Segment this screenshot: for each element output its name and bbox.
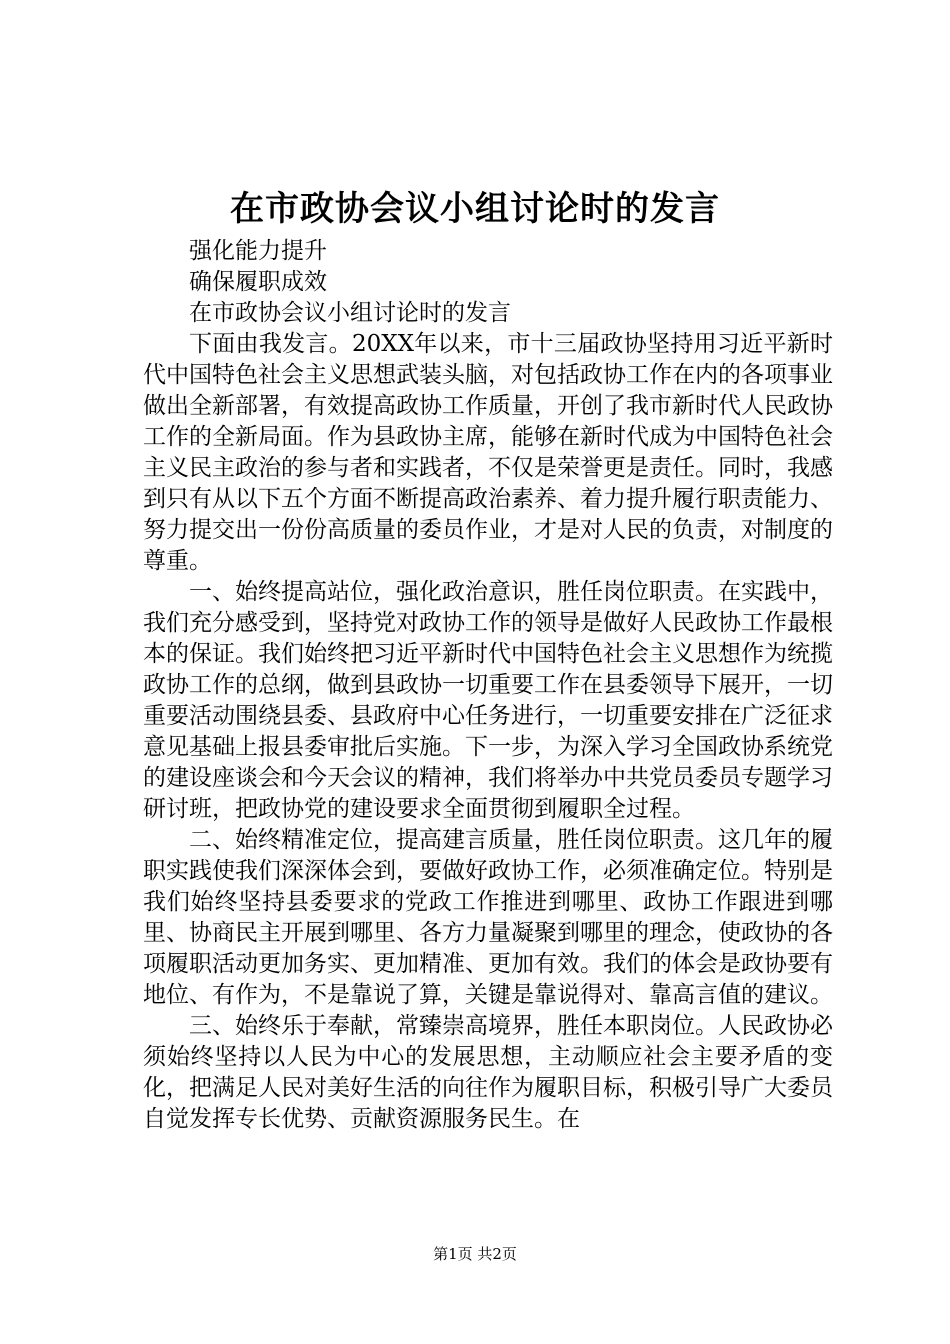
subtitle-line-3: 在市政协会议小组讨论时的发言 <box>189 300 511 326</box>
paragraph-section-1: 一、始终提高站位，强化政治意识，胜任岗位职责。在实践中，我们充分感受到，坚持党对政协工作的领导是做好人民政协工作最根本的保证。我们始终把习近平新时代中国特色社会主义思想作为统揽政协工作的总纲，做到县政协一切重要工作在县委领导下展开，一切重要活动围绕县委、县政府中心任务进行，一切重要安排在广泛征求意见基础上报县委审批后实施。下一步，为深入学习全国政协系统党的建设座谈会和今天会议的精神，我们将举办中共党员委员专题学习研讨班，把政协党的建设要求全面贯彻到履职全过程。 <box>143 579 833 822</box>
subtitle-line-2: 确保履职成效 <box>189 269 327 295</box>
document-title: 在市政协会议小组讨论时的发言 <box>230 189 720 229</box>
subtitle-line-1: 强化能力提升 <box>189 238 327 264</box>
document-body <box>143 236 833 1135</box>
paragraph-section-3: 三、始终乐于奉献，常臻崇高境界，胜任本职岗位。人民政协必须始终坚持以人民为中心的发展思想，主动顺应社会主要矛盾的变化，把满足人民对美好生活的向往作为履职目标，积极引导广大委员自觉发挥专长优势、贡献资源服务民生。在 <box>143 1013 833 1132</box>
paragraph-intro: 下面由我发言。20XX年以来，市十三届政协坚持用习近平新时代中国特色社会主义思想武装头脑，对包括政协工作在内的各项事业做出全新部署，有效提高政协工作质量，开创了我市新时代人民政协工作的全新局面。作为县政协主席，能够在新时代成为中国特色社会主义民主政治的参与者和实践者，不仅是荣誉更是责任。同时，我感到只有从以下五个方面不断提高政治素养、着力提升履行职责能力、努力提交出一份份高质量的委员作业，才是对人民的负责，对制度的尊重。 <box>143 331 833 574</box>
paragraph-section-2: 二、始终精准定位，提高建言质量，胜任岗位职责。这几年的履职实践使我们深深体会到，要做好政协工作，必须准确定位。特别是我们始终坚持县委要求的党政工作推进到哪里、政协工作跟进到哪里、协商民主开展到哪里、各方力量凝聚到哪里的理念，使政协的各项履职活动更加务实、更加精准、更加有效。我们的体会是政协要有地位、有作为，不是靠说了算，关键是靠说得对、靠高言值的建议。 <box>143 827 833 1008</box>
page-number-footer: 第1页 共2页 <box>433 1245 517 1263</box>
